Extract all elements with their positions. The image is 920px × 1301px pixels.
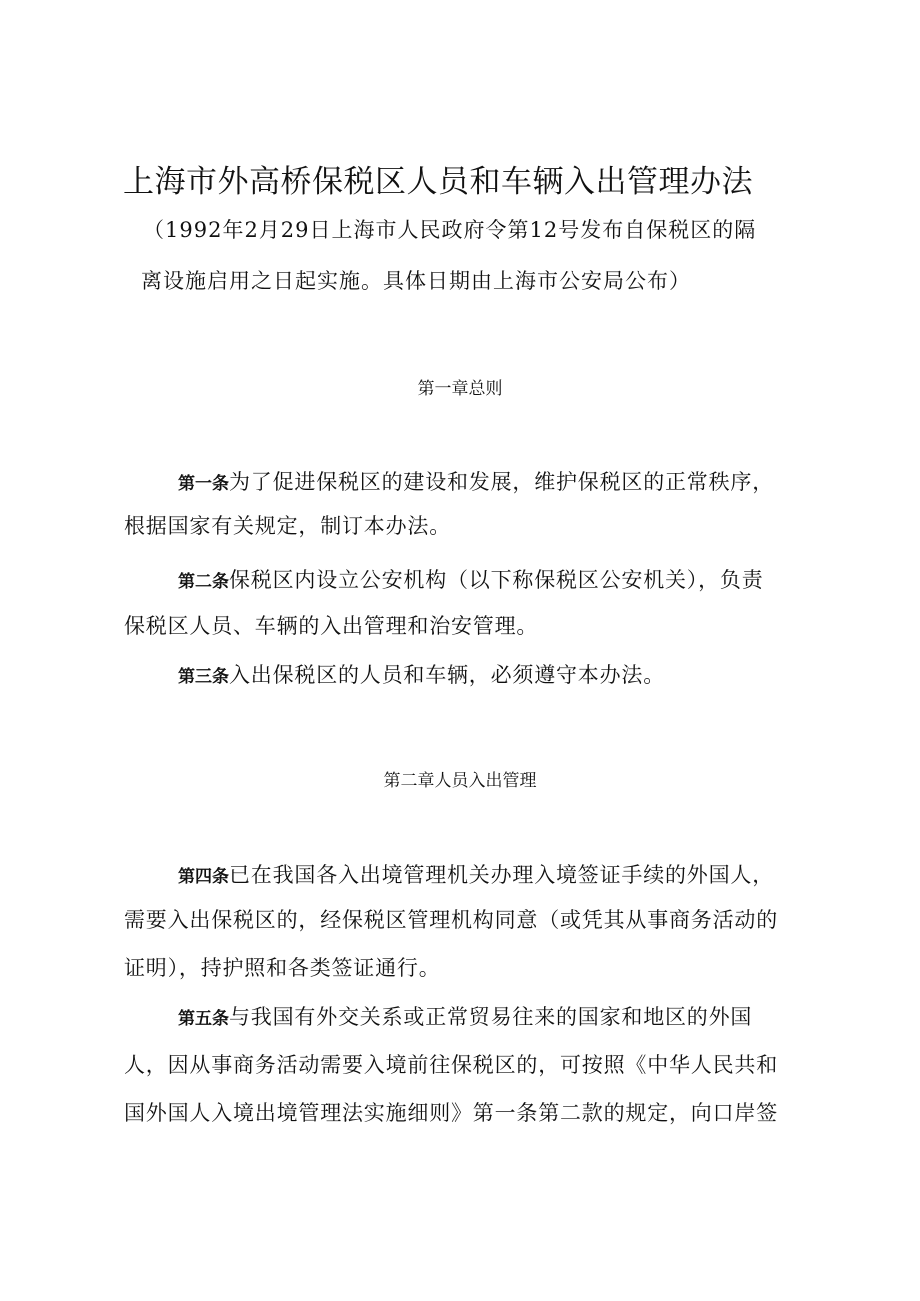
- article-text: 为了促进保税区的建设和发展，维护保税区的正常秩序，: [229, 470, 774, 494]
- article-line: 需要入出保税区的，经保税区管理机构同意（或凭其从事商务活动的: [124, 908, 778, 932]
- article-line: 根据国家有关规定，制订本办法。: [124, 514, 451, 538]
- article-text: 入出保税区的人员和车辆，必须遵守本办法。: [229, 663, 665, 687]
- chapter-heading: 第二章人员入出管理: [383, 771, 537, 791]
- article-line: [178, 859, 774, 889]
- article-text: 保税区内设立公安机构（以下称保税区公安机关），负责: [229, 568, 764, 592]
- article-line: 保税区人员、车辆的入出管理和治安管理。: [124, 614, 539, 638]
- article-line: 国外国人入境出境管理法实施细则》第一条第二款的规定，向口岸签: [124, 1101, 778, 1125]
- article-label: 第四条: [178, 867, 229, 887]
- article-line: [178, 564, 764, 594]
- article-line: 证明），持护照和各类签证通行。: [124, 956, 441, 980]
- article-label: 第三条: [178, 667, 229, 687]
- article-text: 已在我国各入出境管理机关办理入境签证手续的外国人，: [229, 863, 774, 887]
- subtitle-line: （1992年2月29日上海市人民政府令第12号发布自保税区的隔: [143, 218, 757, 242]
- article-line: 人，因从事商务活动需要入境前往保税区的，可按照《中华人民共和: [124, 1053, 778, 1077]
- subtitle-line: 离设施启用之日起实施。具体日期由上海市公安局公布）: [141, 269, 691, 293]
- article-text: 与我国有外交关系或正常贸易往来的国家和地区的外国: [229, 1005, 753, 1029]
- article-line: [178, 466, 774, 496]
- article-label: 第五条: [178, 1009, 229, 1029]
- article-label: 第一条: [178, 474, 229, 494]
- article-line: [178, 659, 665, 689]
- chapter-heading: 第一章总则: [417, 379, 503, 399]
- article-label: 第二条: [178, 572, 229, 592]
- document-title: 上海市外高桥保税区人员和车辆入出管理办法: [123, 164, 753, 200]
- article-line: [178, 1001, 752, 1031]
